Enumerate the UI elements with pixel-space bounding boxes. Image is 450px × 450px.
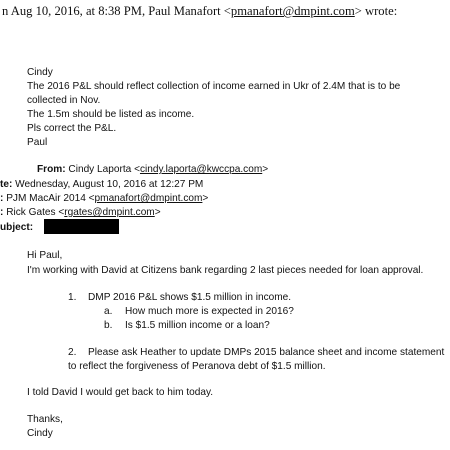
item-1a-text: How much more is expected in 2016? xyxy=(125,306,294,317)
to-value-prefix: PJM MacAir 2014 < xyxy=(6,193,95,204)
subject-redaction-box xyxy=(44,219,119,234)
closing-line: I told David I would get back to him today. xyxy=(27,387,214,398)
to-value-suffix: > xyxy=(202,193,209,204)
forward-date-row xyxy=(0,178,203,191)
reply-greeting: Cindy xyxy=(27,67,53,78)
item-1-number: 1. xyxy=(68,292,77,303)
item-1b-letter: b. xyxy=(104,320,113,331)
forward-to-row xyxy=(0,192,208,205)
reply-header-suffix: > wrote: xyxy=(354,4,398,18)
item-1-text: DMP 2016 P&L shows $1.5 million in income. xyxy=(88,292,292,303)
forward-from-row xyxy=(37,163,268,176)
reply-line-4: Pls correct the P&L. xyxy=(27,123,117,134)
reply-header-prefix: n Aug 10, 2016, at 8:38 PM, Paul Manafort < xyxy=(2,4,231,18)
from-value-prefix: Cindy Laporta < xyxy=(68,164,140,175)
reply-signature: Paul xyxy=(27,137,48,148)
item-2-line-1: Please ask Heather to update DMPs 2015 balance sheet and income statement xyxy=(88,347,445,358)
to-email-link[interactable]: pmanafort@dmpint.com xyxy=(94,193,203,204)
item-2-number: 2. xyxy=(68,347,77,358)
reply-line-1: The 2016 P&L should reflect collection of income earned in Ukr of 2.4M that is to be xyxy=(27,81,401,92)
reply-header xyxy=(2,4,397,18)
body-greeting: Hi Paul, xyxy=(27,250,63,261)
from-value-suffix: > xyxy=(262,164,269,175)
item-1b-text: Is $1.5 million income or a loan? xyxy=(125,320,270,331)
from-email-link[interactable]: cindy.laporta@kwccpa.com xyxy=(139,164,263,175)
subject-label: ubject: xyxy=(0,222,34,233)
cc-email-link[interactable]: rgates@dmpint.com xyxy=(64,207,155,218)
date-label: te: xyxy=(0,179,13,190)
reply-line-3: The 1.5m should be listed as income. xyxy=(27,109,195,120)
cc-value-prefix: Rick Gates < xyxy=(6,207,65,218)
to-label: : xyxy=(0,193,4,204)
item-2-line-2: to reflect the forgiveness of Peranova debt of $1.5 million. xyxy=(68,361,326,372)
cc-value-suffix: > xyxy=(154,207,161,218)
from-label: From: xyxy=(37,164,66,175)
cc-label: : xyxy=(0,207,4,218)
signature: Cindy xyxy=(27,428,53,439)
reply-header-email-link[interactable]: pmanafort@dmpint.com xyxy=(230,4,355,18)
signoff: Thanks, xyxy=(27,414,63,425)
forward-subject-row xyxy=(0,221,33,234)
reply-line-2: collected in Nov. xyxy=(27,95,101,106)
date-value: Wednesday, August 10, 2016 at 12:27 PM xyxy=(15,179,204,190)
forward-cc-row xyxy=(0,206,161,219)
body-intro: I'm working with David at Citizens bank regarding 2 last pieces needed for loan approval. xyxy=(27,265,424,276)
item-1a-letter: a. xyxy=(104,306,113,317)
